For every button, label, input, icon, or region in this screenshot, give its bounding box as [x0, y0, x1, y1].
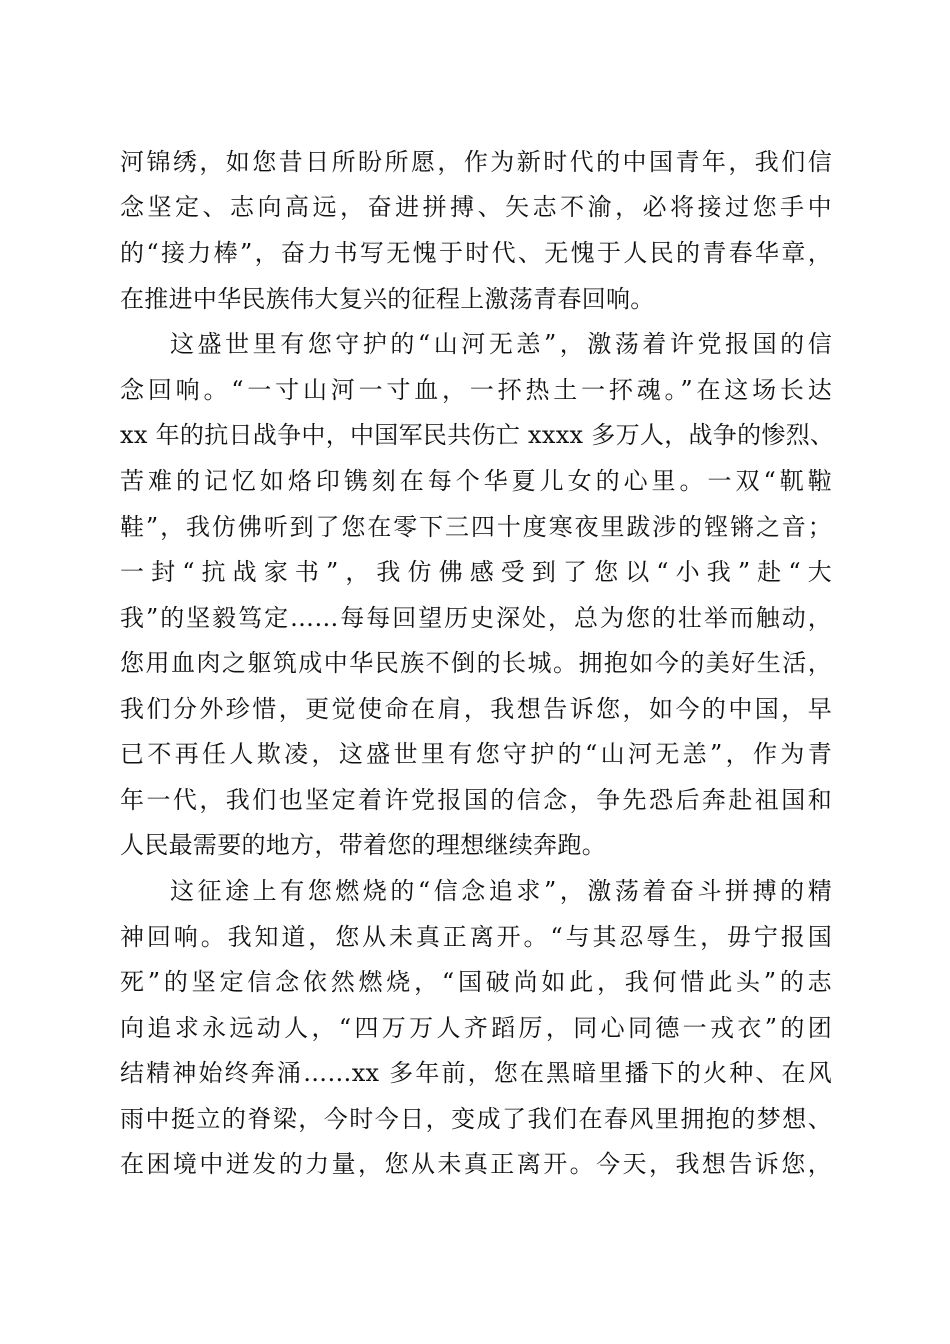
- paragraph-first-line: 这征途上有您燃烧的“信念追求”，激荡着奋斗拼搏的精: [170, 877, 832, 905]
- text-line: 神回响。我知道，您从未真正离开。“与其忍辱生，毋宁报国: [120, 923, 832, 951]
- text-line: 鞋”，我仿佛听到了您在零下三四十度寒夜里跋涉的铿锵之音；: [120, 513, 832, 541]
- text-line: 一封“抗战家书”，我仿佛感受到了您以“小我”赴“大: [120, 558, 832, 586]
- text-line: 人民最需要的地方，带着您的理想继续奔跑。: [120, 831, 606, 859]
- text-line: 我们分外珍惜，更觉使命在肩，我想告诉您，如今的中国，早: [120, 695, 832, 723]
- text-line: 苦难的记忆如烙印镌刻在每个华夏儿女的心里。一双“靰鞡: [120, 467, 832, 495]
- text-line: 向追求永远动人，“四万万人齐蹈厉，同心同德一戎衣”的团: [120, 1014, 832, 1042]
- text-line: 念回响。“一寸山河一寸血，一抔热土一抔魂。”在这场长达: [120, 376, 832, 404]
- text-line: 死”的坚定信念依然燃烧，“国破尚如此，我何惜此头”的志: [120, 968, 832, 996]
- text-line: 在困境中迸发的力量，您从未真正离开。今天，我想告诉您，: [120, 1150, 832, 1178]
- text-line: 在推进中华民族伟大复兴的征程上激荡青春回响。: [120, 285, 655, 313]
- text-line: 已不再任人欺凌，这盛世里有您守护的“山河无恙”，作为青: [120, 740, 832, 768]
- text-line: 念坚定、志向高远，奋进拼搏、矢志不渝，必将接过您手中: [120, 193, 832, 221]
- text-line: 结精神始终奔涌……xx 多年前，您在黑暗里播下的火种、在风: [120, 1059, 832, 1087]
- text-line: 我”的坚毅笃定……每每回望历史深处，总为您的壮举而触动，: [120, 604, 832, 632]
- text-line: 的“接力棒”，奋力书写无愧于时代、无愧于人民的青春华章，: [120, 239, 832, 267]
- text-line: 年一代，我们也坚定着许党报国的信念，争先恐后奔赴祖国和: [120, 786, 832, 814]
- text-line: xx 年的抗日战争中，中国军民共伤亡 xxxx 多万人，战争的惨烈、: [120, 421, 835, 449]
- text-line: 您用血肉之躯筑成中华民族不倒的长城。拥抱如今的美好生活，: [120, 649, 832, 677]
- paragraph-first-line: 这盛世里有您守护的“山河无恙”，激荡着许党报国的信: [170, 330, 832, 358]
- text-line: 雨中挺立的脊梁，今时今日，变成了我们在春风里拥抱的梦想、: [120, 1105, 832, 1133]
- text-line: 河锦绣，如您昔日所盼所愿，作为新时代的中国青年，我们信: [120, 148, 832, 176]
